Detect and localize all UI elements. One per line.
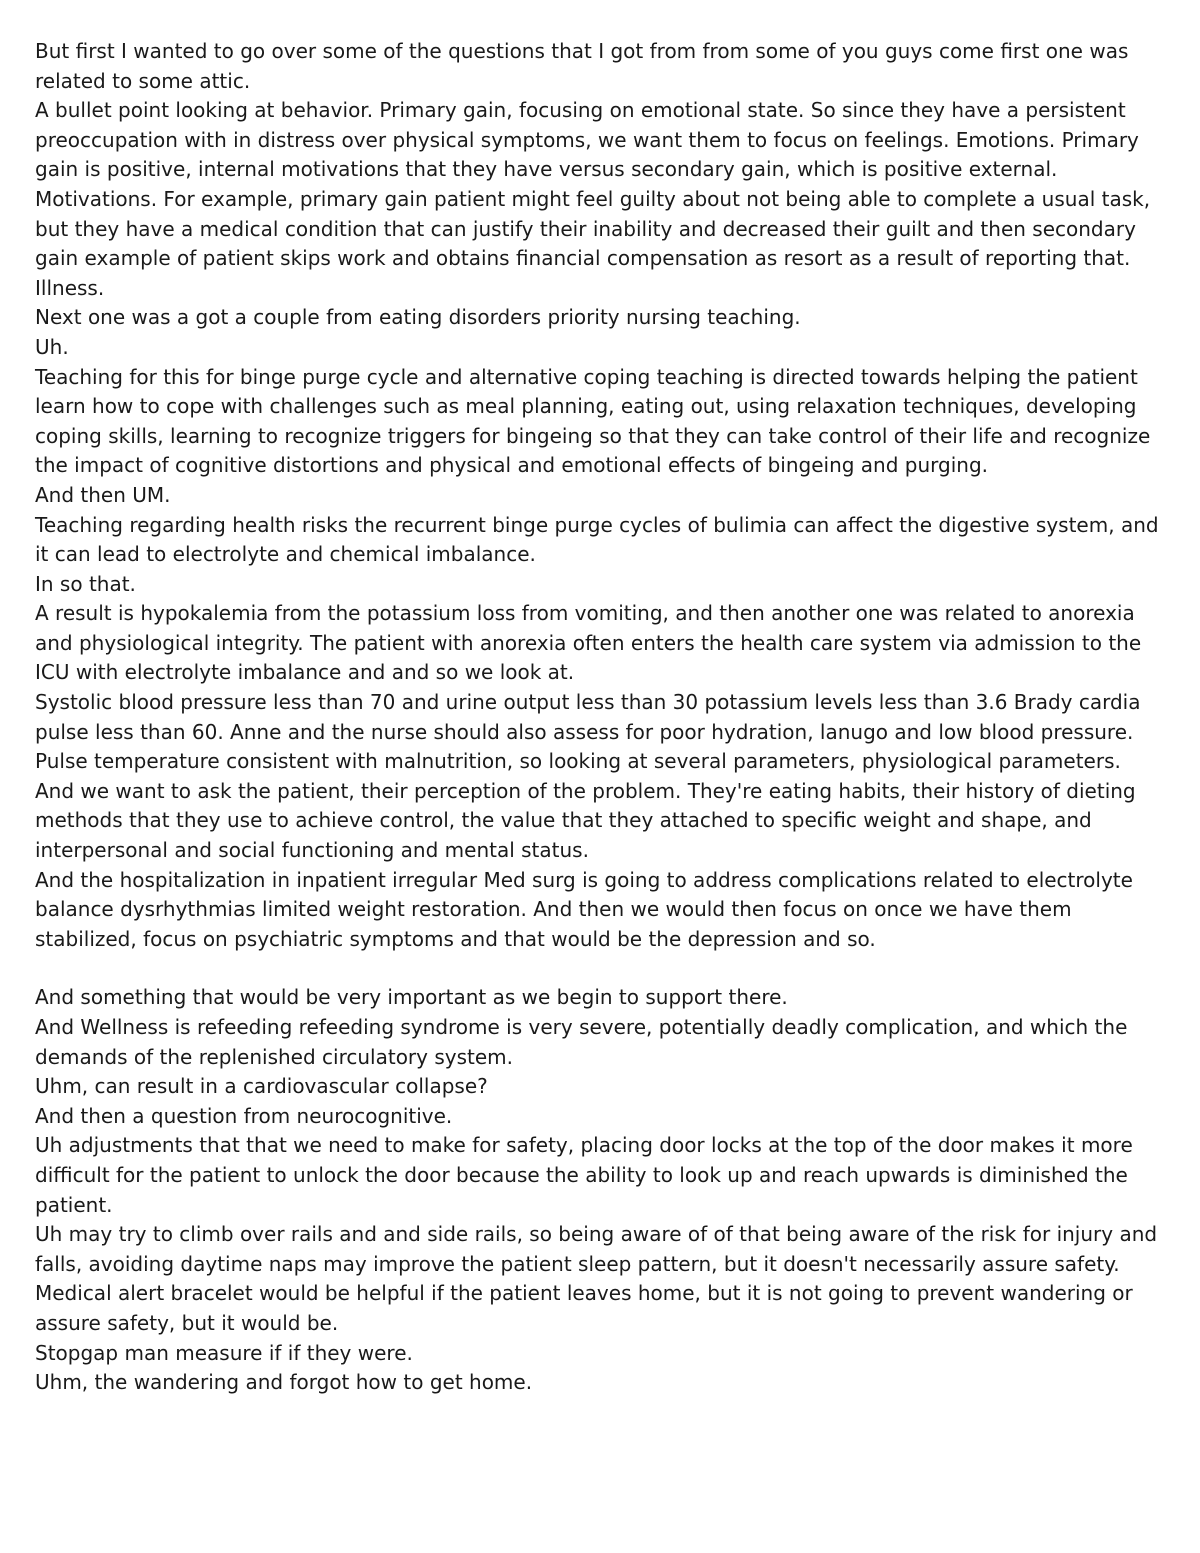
paragraph-8: And then UM.: [35, 482, 171, 507]
paragraph-3: Motivations. For example, primary gain patient might feel guilty about not being able to complete a usual task, but they have a medical condition that can justify their inability and decreased their guilt and then secondary gain example of patient skips work and obtains financial compensation as resort as a result of reporting that.: [35, 186, 1151, 271]
paragraph-17: Uhm, can result in a cardiovascular collapse?: [35, 1074, 488, 1099]
paragraph-18: And then a question from neurocognitive.: [35, 1103, 453, 1128]
paragraph-15: And something that would be very important as we begin to support there.: [35, 985, 788, 1010]
paragraph-5: Next one was a got a couple from eating disorders priority nursing teaching.: [35, 305, 801, 330]
paragraph-6: Uh.: [35, 334, 69, 359]
paragraph-21: Stopgap man measure if if they were.: [35, 1340, 413, 1365]
paragraph-12: Systolic blood pressure less than 70 and urine output less than 30 potassium levels less than 3.6 Brady cardia pulse less than 60. Anne and the nurse should also assess for poor hydration, lanugo and low blood pressure. Pulse temperature consistent with malnutrition, so looking at several parameters, physiological parameters.: [35, 690, 1141, 774]
paragraph-10: In so that.: [35, 571, 136, 596]
paragraph-13: And we want to ask the patient, their perception of the problem. They're eating habits, their history of dieting methods that they use to achieve control, the value that they attached to specific weight and shape, and interpersonal and social functioning and mental status.: [35, 778, 1136, 863]
paragraph-4: Illness.: [35, 275, 105, 300]
paragraph-9: Teaching regarding health risks the recurrent binge purge cycles of bulimia can affect the digestive system, and it can lead to electrolyte and chemical imbalance.: [35, 512, 1159, 567]
paragraph-20: Uh may try to climb over rails and and side rails, so being aware of of that being aware of the risk for injury and falls, avoiding daytime naps may improve the patient sleep pattern, but it doesn't necessarily assure safety. Medical alert bracelet would be helpful if the patient leaves home, but it is not going to prevent wandering or assure safety, but it would be.: [35, 1222, 1158, 1335]
paragraph-2: A bullet point looking at behavior. Primary gain, focusing on emotional state. So since they have a persistent preoccupation with in distress over physical symptoms, we want them to focus on feelings. Emotions. Primary gain is positive, internal motivations that they have versus secondary gain, which is positive external.: [35, 98, 1139, 182]
paragraph-1: But first I wanted to go over some of the questions that I got from from some of you guys come first one was related to some attic.: [35, 39, 1129, 93]
paragraph-11: A result is hypokalemia from the potassium loss from vomiting, and then another one was related to anorexia and physiological integrity. The patient with anorexia often enters the health care system via admission to the ICU with electrolyte imbalance and and so we look at.: [35, 601, 1142, 685]
paragraph-16: And Wellness is refeeding refeeding syndrome is very severe, potentially deadly complication, and which the demands of the replenished circulatory system.: [35, 1015, 1128, 1069]
paragraph-14: And the hospitalization in inpatient irregular Med surg is going to address complications related to electrolyte balance dysrhythmias limited weight restoration. And then we would then focus on once we have them stabilized, focus on psychiatric symptoms and that would be the depression and so.: [35, 867, 1133, 951]
paragraph-19: Uh adjustments that that we need to make for safety, placing door locks at the top of the door makes it more difficult for the patient to unlock the door because the ability to look up and reach upwards is diminished the patient.: [35, 1133, 1133, 1217]
paragraph-22: Uhm, the wandering and forgot how to get home.: [35, 1370, 533, 1395]
paragraph-7: Teaching for this for binge purge cycle and alternative coping teaching is directed towards helping the patient learn how to cope with challenges such as meal planning, eating out, using relaxation techniques, developing coping skills, learning to recognize triggers for bingeing so that they can take control of their life and recognize the impact of cognitive distortions and physical and emotional effects of bingeing and purging.: [35, 364, 1151, 478]
transcript-document: [35, 37, 1170, 1398]
